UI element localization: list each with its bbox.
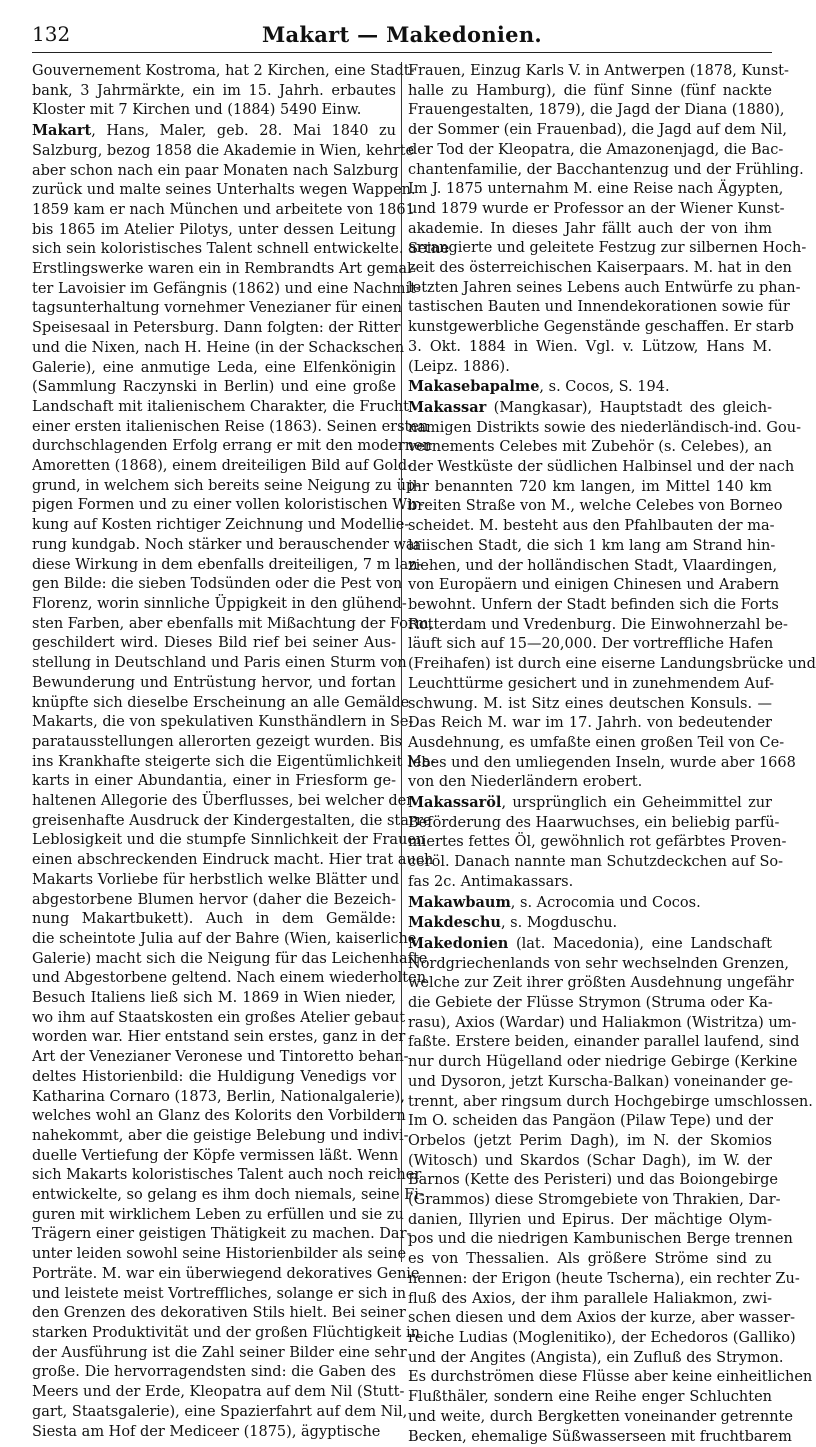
text-line: ceröl. Danach nannte man Schutzdeckchen auf So- [408, 854, 784, 871]
text-line: Makedonien (lat. Macedonia), eine Landschaft [408, 934, 772, 952]
text-line: (Sammlung Raczynski in Berlin) und eine große [32, 379, 396, 396]
text-line: Rotterdam und Vredenburg. Die Einwohnerzahl be- [408, 616, 788, 633]
text-line: letzten Jahren seines Lebens auch Entwürfe zu phan- [408, 279, 801, 296]
text-line: fas 2c. Antimakassars. [408, 873, 574, 890]
text-line: arrangierte und geleitete Festzug zur silbernen Hoch- [408, 240, 807, 257]
text-line: Flußthäler, sondern eine Reihe enger Schluchten [408, 1389, 772, 1406]
text-line: Das Reich M. war im 17. Jahrh. von bedeutender [408, 715, 772, 732]
text-line: unter leiden sowohl seine Historienbilder als seine [32, 1246, 407, 1263]
text-line: (Witosch) und Skardos (Schar Dagh), im W. der [408, 1152, 772, 1169]
text-line: schen diesen und dem Axios der kurze, aber wasser- [408, 1310, 796, 1327]
text-line: Es durchströmen diese Flüsse aber keine einheitlichen [408, 1369, 813, 1386]
text-line: tagsunterhaltung vornehmer Venezianer für einen [32, 300, 402, 317]
text-line: trennt, aber ringsum durch Hochgebirge umschlossen. [408, 1093, 813, 1110]
text-line: Amoretten (1868), einem dreiteiligen Bild auf Gold- [32, 458, 413, 475]
entry-headword: Makart [32, 122, 92, 140]
text-line: Barnos (Kette des Peristeri) und das Boiongebirge [408, 1172, 778, 1189]
text-line: ziehen, und der holländischen Stadt, Vlaardingen, [408, 557, 778, 574]
running-title: Makart — Makedonien. [261, 22, 543, 47]
text-line: gart, Staatsgalerie), eine Spazierfahrt auf dem Nil, [32, 1403, 408, 1420]
text-line: greisenhafte Ausdruck der Kindergestalten, die starre [32, 812, 432, 829]
text-line: es von Thessalien. Als größere Ströme sind zu [408, 1251, 772, 1268]
text-line: rung kundgab. Noch stärker und berauschender war [32, 536, 422, 553]
text-line: worden war. Hier entstand sein erstes, ganz in der [32, 1029, 406, 1046]
text-line: Art der Venezianer Veronese und Tintoretto behan- [32, 1049, 409, 1066]
text-line: Siesta am Hof der Mediceer (1875), ägyptische [32, 1423, 381, 1440]
text-line: lebes und den umliegenden Inseln, wurde aber 1668 [408, 754, 796, 771]
text-line: Makdeschu, s. Mogduschu. [408, 914, 618, 932]
text-line: Makasebapalme, s. Cocos, S. 194. [408, 378, 670, 396]
text-line: Porträte. M. war ein überwiegend dekoratives Genie [32, 1265, 420, 1282]
text-line: Salzburg, bezog 1858 die Akademie in Wien, kehrte [32, 142, 415, 159]
text-line: chantenfamilie, der Bacchantenzug und der Frühling. [408, 161, 804, 178]
text-line: 3. Okt. 1884 in Wien. Vgl. v. Lützow, Hans M. [408, 338, 772, 355]
text-line: reiche Ludias (Moglenitiko), der Echedoros (Galliko) [408, 1330, 796, 1346]
text-line: aber schon nach ein paar Monaten nach Salzburg [32, 162, 399, 179]
text-line: Makart, Hans, Maler, geb. 28. Mai 1840 zu [32, 122, 396, 140]
text-line: und leistete meist Vortreffliches, solange er sich in [32, 1285, 407, 1302]
text-line: haltenen Allegorie des Überflusses, bei welcher der [32, 793, 414, 810]
text-line: ter Lavoisier im Gefängnis (1862) und eine Nachmit- [32, 280, 421, 297]
entry-headword: Makassar [408, 398, 487, 416]
text-line: zeit des österreichischen Kaiserpaars. M. hat in den [408, 260, 792, 277]
text-line: tastischen Bauten und Innendekorationen sowie für [408, 299, 790, 316]
text-line: rasu), Axios (Wardar) und Haliakmon (Wistritza) um- [408, 1014, 797, 1031]
text-line: Makawbaum, s. Acrocomia und Cocos. [408, 893, 701, 911]
text-line: duelle Vertiefung der Köpfe vermissen läßt. Wenn [32, 1147, 399, 1164]
text-line: (Freihafen) ist durch eine eiserne Landungsbrücke und [408, 656, 816, 673]
text-line: den Grenzen des dekorativen Stils hielt. Bei seiner [32, 1305, 406, 1322]
text-line: nung Makartbukett). Auch in dem Gemälde: [32, 911, 396, 928]
text-line: Nordgriechenlands von sehr wechselnden Grenzen, [408, 955, 790, 972]
text-line: nur durch Hügelland oder niedrige Gebirge (Kerkine [408, 1054, 798, 1071]
text-line: starken Produktivität und der großen Flüchtigkeit in [32, 1325, 420, 1341]
text-line: wo ihm auf Staatskosten ein großes Atelier gebaut [32, 1009, 406, 1026]
text-line: fluß des Axios, der ihm parallele Haliakmon, zwi- [408, 1290, 772, 1307]
text-line: welches wohl an Glanz des Kolorits den Vorbildern [32, 1108, 406, 1125]
text-line: und die Nixen, nach H. Heine (in der Schackschen [32, 339, 405, 356]
entry-headword: Makdeschu [408, 914, 501, 932]
entry-headword: Makassaröl [408, 794, 502, 812]
text-line: der Sommer (ein Frauenbad), die Jagd auf dem Nil, [408, 122, 787, 139]
text-line: Meers und der Erde, Kleopatra auf dem Nil (Stutt- [32, 1384, 405, 1401]
text-line: Makassaröl, ursprünglich ein Geheimmittel zur [408, 794, 772, 812]
text-line: Ausdehnung, es umfaßte einen großen Teil von Ce- [408, 734, 785, 751]
entry-headword: Makedonien [408, 934, 509, 952]
text-line: entwickelte, so gelang es ihm doch niemals, seine Fi- [32, 1187, 424, 1204]
text-line: sten Farben, aber ebenfalls mit Mißachtung der Form, [32, 615, 434, 632]
text-line: große. Die hervorragendsten sind: die Gaben des [32, 1364, 396, 1381]
text-line: karts in einer Abundantia, einer in Friesform ge- [32, 773, 396, 790]
text-line: ins Krankhafte steigerte sich die Eigentümlichkeit Ma- [32, 753, 436, 770]
text-line: Makassar (Mangkasar), Hauptstadt des gleich- [408, 398, 772, 416]
text-line: geschildert wird. Dieses Bild rief bei seiner Aus- [32, 635, 396, 652]
text-line: und Abgestorbene geltend. Nach einem wiederholten [32, 970, 427, 987]
text-line: (Leipz. 1886). [408, 358, 510, 375]
text-line: pigen Formen und zu einer vollen koloristischen Wir- [32, 497, 424, 514]
text-line: Makarts, die von spekulativen Kunsthändlern in Se- [32, 714, 414, 731]
text-line: der Tod der Kleopatra, die Amazonenjagd, die Bac- [408, 141, 784, 158]
text-line: Kloster mit 7 Kirchen und (1884) 5490 Einw. [32, 102, 362, 119]
text-line: die scheintote Julia auf der Bahre (Wien, kaiserliche [32, 930, 417, 947]
page-number: 132 [32, 22, 71, 46]
text-line: stellung in Deutschland und Paris einen Sturm von [32, 655, 407, 672]
text-line: Frauengestalten, 1879), die Jagd der Diana (1880), [408, 102, 785, 119]
text-line: und Dysoron, jetzt Kurscha-Balkan) voneinander ge- [408, 1073, 793, 1090]
text-line: der Westküste der südlichen Halbinsel und der nach [408, 459, 795, 476]
text-line: Frauen, Einzug Karls V. in Antwerpen (1878, Kunst- [408, 63, 789, 79]
text-line: von den Niederländern erobert. [408, 774, 643, 791]
text-line: Speisesaal in Petersburg. Dann folgten: der Ritter [32, 320, 401, 337]
text-line: gen Bilde: die sieben Todsünden oder die Pest von [32, 576, 403, 593]
text-line: Im J. 1875 unternahm M. eine Reise nach Ägypten, [408, 181, 784, 198]
text-line: pos und die niedrigen Kambunischen Berge trennen [408, 1231, 793, 1248]
text-line: Besuch Italiens ließ sich M. 1869 in Wien nieder, [32, 990, 396, 1007]
text-line: deltes Historienbild: die Huldigung Venedigs vor [32, 1068, 396, 1085]
text-line: faßte. Erstere beiden, einander parallel laufend, sind [408, 1034, 800, 1051]
text-line: nennen: der Erigon (heute Tscherna), ein rechter Zu- [408, 1270, 800, 1287]
text-line: einen abschreckenden Eindruck macht. Hier trat auch [32, 852, 434, 869]
text-line: welche zur Zeit ihrer größten Ausdehnung ungefähr [408, 975, 794, 992]
text-line: einer ersten italienischen Reise (1863). Seinen ersten [32, 418, 429, 435]
right-column [408, 62, 816, 1445]
text-line: Florenz, worin sinnliche Üppigkeit in den glühend- [32, 595, 407, 612]
text-line: sich sein koloristisches Talent schnell entwickelte. Seine [32, 241, 450, 258]
text-line: miertes fettes Öl, gewöhnlich rot gefärbtes Proven- [408, 834, 787, 851]
text-line: guren mit wirklichem Leben zu erfüllen und sie zu [32, 1206, 404, 1223]
text-line: Katharina Cornaro (1873, Berlin, Nationalgalerie), [32, 1088, 405, 1105]
text-line: vernements Celebes mit Zubehör (s. Celebes), an [408, 439, 772, 456]
text-line: halle zu Hamburg), die fünf Sinne (fünf nackte [408, 82, 772, 99]
text-line: kunstgewerbliche Gegenstände geschaffen. Er starb [408, 319, 794, 336]
text-line: und 1879 wurde er Professor an der Wiener Kunst- [408, 200, 785, 217]
text-line: danien, Illyrien und Epirus. Der mächtige Olym- [408, 1211, 772, 1228]
text-line: sich Makarts koloristisches Talent auch noch reicher [32, 1167, 422, 1184]
text-line: von Europäern und einigen Chinesen und Arabern [408, 577, 780, 594]
page-header [32, 22, 772, 53]
text-line: bank, 3 Jahrmärkte, ein im 15. Jahrh. erbautes [32, 82, 396, 99]
text-line: namigen Distrikts sowie des niederländisch-ind. Gou- [408, 419, 801, 436]
text-line: Leblosigkeit und die stumpfe Sinnlichkeit der Frauen [32, 832, 426, 849]
text-line: grund, in welchem sich bereits seine Neigung zu üp- [32, 477, 421, 494]
text-line: durchschlagenden Erfolg errang er mit den modernen [32, 438, 432, 455]
text-line: akademie. In dieses Jahr fällt auch der von ihm [408, 220, 772, 237]
text-line: ihr benannten 720 km langen, im Mittel 140 km [408, 478, 772, 495]
text-line: Gouvernement Kostroma, hat 2 Kirchen, eine Stadt- [32, 63, 415, 79]
text-line: kung auf Kosten richtiger Zeichnung und Modellie- [32, 517, 410, 534]
text-line: Landschaft mit italienischem Charakter, die Frucht [32, 398, 409, 415]
text-line: und der Angites (Angista), ein Zufluß des Strymon. [408, 1349, 784, 1366]
text-columns [32, 62, 816, 1445]
text-line: Makarts Vorliebe für herbstlich welke Blätter und [32, 871, 400, 888]
text-line: Beförderung des Haarwuchses, ein beliebig parfü- [408, 814, 780, 831]
dictionary-page [32, 22, 816, 1445]
text-line: scheidet. M. besteht aus den Pfahlbauten der ma- [408, 518, 775, 535]
entry-headword: Makasebapalme [408, 378, 540, 396]
text-line: Leuchttürme gesichert und in zunehmendem Auf- [408, 675, 775, 692]
entry-headword: Makawbaum [408, 893, 511, 911]
text-line: schwung. M. ist Sitz eines deutschen Konsuls. — [408, 695, 772, 712]
text-line: abgestorbene Blumen hervor (daher die Bezeich- [32, 891, 396, 908]
text-line: Erstlingswerke waren ein in Rembrandts Art gemal- [32, 261, 417, 278]
text-line: Bewunderung und Entrüstung hervor, und fortan [32, 674, 396, 691]
text-line: knüpfte sich dieselbe Erscheinung an alle Gemälde [32, 694, 410, 711]
text-line: Becken, ehemalige Süßwasserseen mit fruchtbarem [408, 1428, 792, 1445]
text-line: Orbelos (jetzt Perim Dagh), im N. der Skomios [408, 1132, 772, 1149]
text-line: bis 1865 im Atelier Pilotys, unter dessen Leitung [32, 221, 396, 238]
text-line: nahekommt, aber die geistige Belebung und indivi- [32, 1127, 409, 1144]
text-line: bewohnt. Unfern der Stadt befinden sich die Forts [408, 596, 779, 613]
text-line: laiischen Stadt, die sich 1 km lang am Strand hin- [408, 537, 776, 554]
text-line: läuft sich auf 15—20,000. Der vortreffliche Hafen [408, 636, 774, 653]
text-line: der Ausführung ist die Zahl seiner Bilder eine sehr [32, 1344, 407, 1361]
text-line: Trägern einer geistigen Thätigkeit zu machen. Dar- [32, 1226, 412, 1243]
text-line: zurück und malte seines Unterhalts wegen Wappen. [32, 182, 416, 199]
text-line: breiten Straße von M., welche Celebes von Borneo [408, 498, 783, 515]
text-line: die Gebiete der Flüsse Strymon (Struma oder Ka- [408, 995, 773, 1012]
text-line: diese Wirkung in dem ebenfalls dreiteiligen, 7 m lan- [32, 556, 423, 573]
text-line: paratausstellungen allerorten gezeigt wurden. Bis [32, 733, 403, 750]
text-line: und weite, durch Bergketten voneinander getrennte [408, 1408, 793, 1425]
text-line: (Grammos) diese Stromgebiete von Thrakien, Dar- [408, 1192, 781, 1209]
text-line: Galerie), eine anmutige Leda, eine Elfenkönigin [32, 359, 396, 376]
text-line: Galerie) macht sich die Neigung für das Leichenhafte [32, 950, 428, 967]
text-line: 1859 kam er nach München und arbeitete von 1861 [32, 201, 415, 218]
text-line: Im O. scheiden das Pangäon (Pilaw Tepe) und der [408, 1113, 773, 1130]
